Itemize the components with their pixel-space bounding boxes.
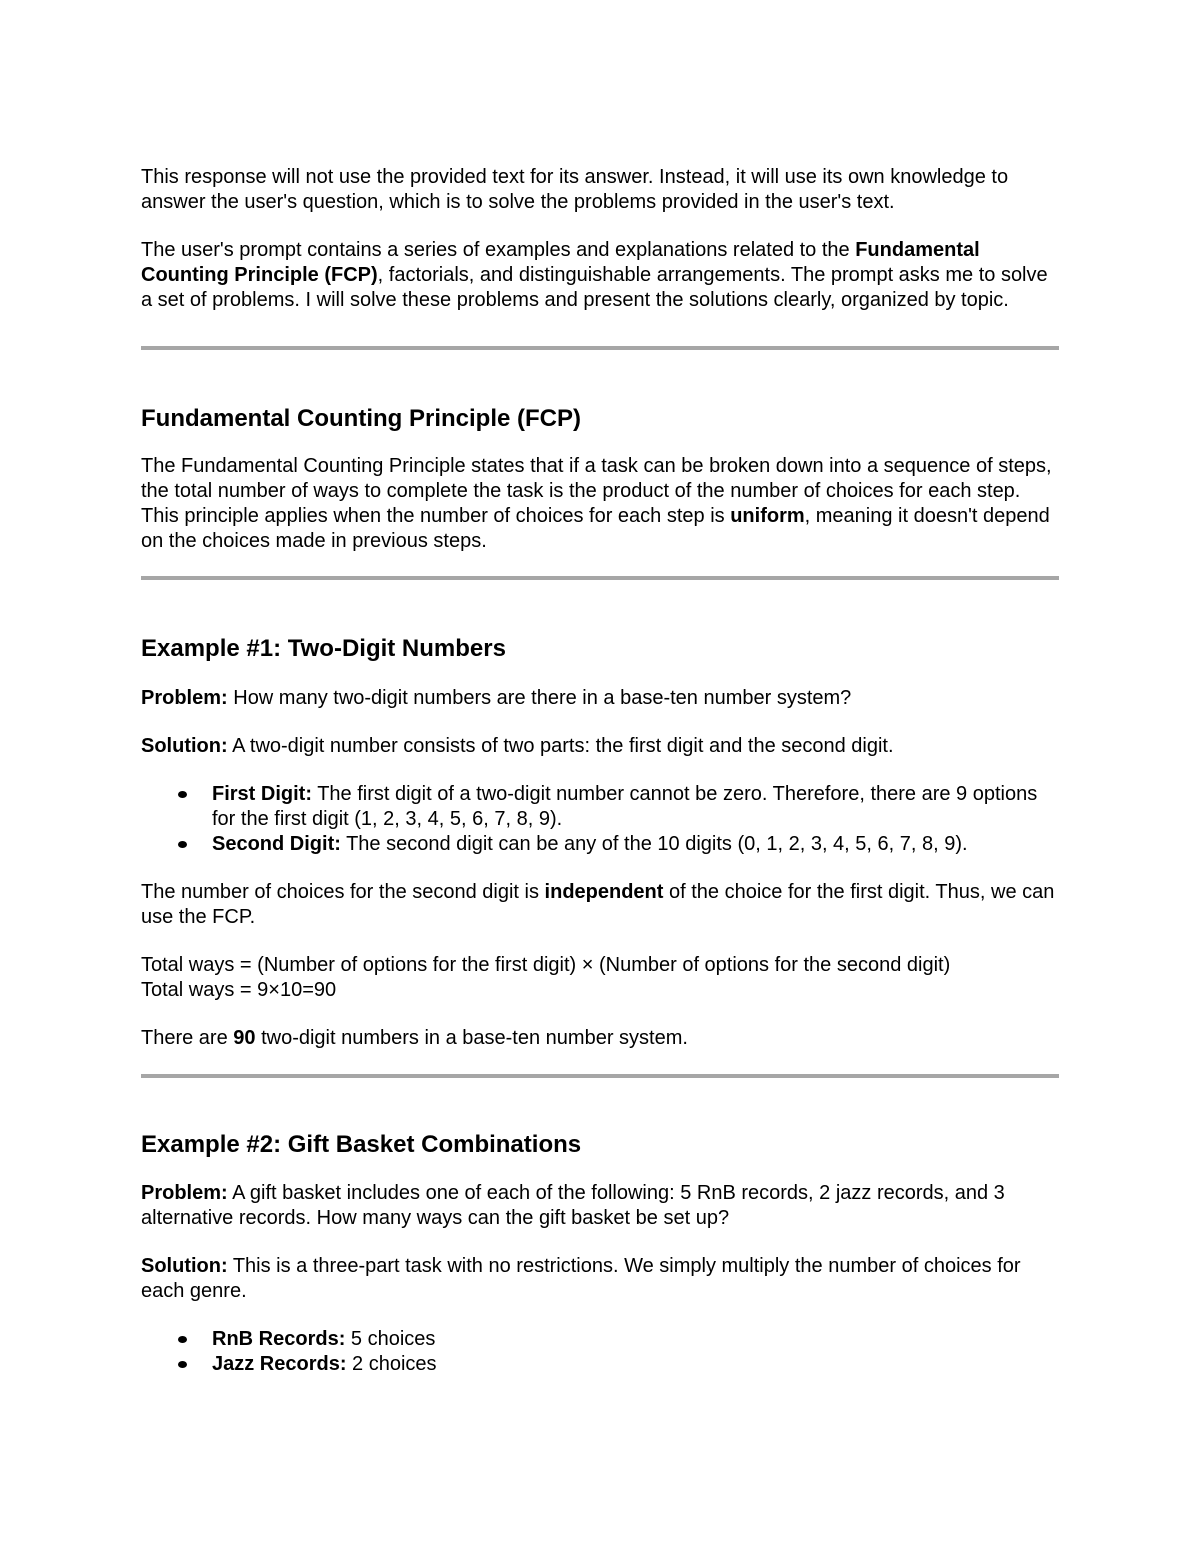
bullet-label: RnB Records: bbox=[212, 1328, 346, 1350]
example2-heading: Example #2: Gift Basket Combinations bbox=[141, 1131, 582, 1158]
example2-problem-text: A gift basket includes one of each of the following: 5 RnB records, 2 jazz records, and 3 alternative records. How many ways can the gift basket be set up? bbox=[141, 1182, 1005, 1229]
example2-solution-text: This is a three-part task with no restrictions. We simply multiply the number of choices for each genre. bbox=[141, 1255, 1021, 1302]
example1-solution-label: Solution: bbox=[141, 735, 228, 757]
example2-problem bbox=[141, 1181, 1059, 1231]
bullet-dot-icon bbox=[178, 1361, 187, 1368]
intro-p2-bold-term: Fundamental Counting Principle (FCP) bbox=[141, 239, 980, 286]
example2-solution bbox=[141, 1254, 1059, 1304]
bullet-label: Jazz Records: bbox=[212, 1353, 347, 1375]
independence-text-before: The number of choices for the second digit is bbox=[141, 881, 545, 903]
example1-conclusion bbox=[141, 1026, 1059, 1051]
fcp-paragraph bbox=[141, 454, 1059, 554]
conclusion-text-before: There are bbox=[141, 1027, 234, 1049]
example2-problem-label: Problem: bbox=[141, 1182, 228, 1204]
conclusion-text-after: two-digit numbers in a base-ten number system. bbox=[255, 1027, 688, 1049]
fcp-text-after: , meaning it doesn't depend on the choices made in previous steps. bbox=[141, 505, 1050, 552]
intro-paragraph-1: This response will not use the provided text for its answer. Instead, it will use its own knowledge to answer the user's question, which is to solve the problems provided in the user's text. bbox=[141, 166, 1009, 213]
list-item bbox=[141, 1352, 1059, 1377]
example1-heading: Example #1: Two-Digit Numbers bbox=[141, 635, 506, 662]
list-item bbox=[141, 782, 1059, 832]
bullet-dot-icon bbox=[178, 1336, 187, 1343]
example1-independence-note bbox=[141, 880, 1059, 930]
conclusion-bold-number: 90 bbox=[233, 1027, 256, 1049]
example1-problem-label: Problem: bbox=[141, 687, 228, 709]
bullet-label: Second Digit: bbox=[212, 833, 341, 855]
fcp-bold-term: uniform bbox=[730, 505, 805, 527]
bullet-label: First Digit: bbox=[212, 783, 312, 805]
fcp-heading: Fundamental Counting Principle (FCP) bbox=[141, 405, 581, 432]
example1-problem-text: How many two-digit numbers are there in a base-ten number system? bbox=[227, 687, 852, 709]
example2-bullet-list bbox=[141, 1327, 1059, 1377]
document-page bbox=[141, 165, 1059, 1377]
example1-solution bbox=[141, 734, 1059, 759]
example1-total-formula: Total ways = (Number of options for the first digit) × (Number of options for the second digit) bbox=[141, 954, 951, 976]
example1-solution-text: A two-digit number consists of two parts: the first digit and the second digit. bbox=[227, 735, 894, 757]
section-divider-2 bbox=[141, 576, 1059, 580]
section-divider-3 bbox=[141, 1074, 1059, 1078]
intro-paragraph-2 bbox=[141, 238, 1059, 313]
section-divider-1 bbox=[141, 346, 1059, 350]
independence-text-after: of the choice for the first digit. Thus, we can use the FCP. bbox=[141, 881, 1055, 928]
example2-solution-label: Solution: bbox=[141, 1255, 228, 1277]
independence-bold-term: independent bbox=[544, 881, 664, 903]
bullet-text: 2 choices bbox=[346, 1353, 437, 1375]
bullet-dot-icon bbox=[178, 791, 187, 798]
example1-bullet-list bbox=[141, 782, 1059, 857]
intro-p2-text-before: The user's prompt contains a series of examples and explanations related to the bbox=[141, 239, 856, 261]
bullet-text: The second digit can be any of the 10 digits (0, 1, 2, 3, 4, 5, 6, 7, 8, 9). bbox=[340, 833, 968, 855]
bullet-text: 5 choices bbox=[345, 1328, 436, 1350]
intro-p2-text-after: , factorials, and distinguishable arrangements. The prompt asks me to solve a set of problems. I will solve these problems and present the solutions clearly, organized by topic. bbox=[141, 264, 1048, 311]
bullet-text: The first digit of a two-digit number cannot be zero. Therefore, there are 9 options for the first digit (1, 2, 3, 4, 5, 6, 7, 8, 9). bbox=[212, 783, 1038, 830]
list-item bbox=[141, 832, 1059, 857]
bullet-dot-icon bbox=[178, 841, 187, 848]
example1-problem bbox=[141, 686, 1059, 711]
list-item bbox=[141, 1327, 1059, 1352]
fcp-text-before: The Fundamental Counting Principle states that if a task can be broken down into a sequence of steps, the total number of ways to complete the task is the product of the number of choices for each step. This principle applies when the number of choices for each step is bbox=[141, 455, 1052, 527]
example1-total-result: Total ways = 9×10=90 bbox=[141, 979, 337, 1001]
